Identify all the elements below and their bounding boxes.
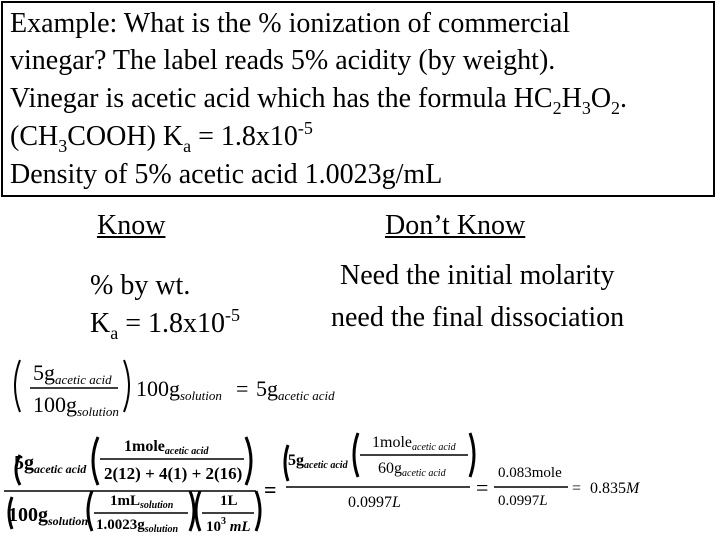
equation-1	[0, 350, 380, 422]
problem-line-2: vinegar? The label reads 5% acidity (by weight).	[10, 45, 556, 76]
eq2-mid-mass: 5gacetic acid	[288, 452, 348, 471]
eq1-result: 5gacetic acid	[256, 376, 335, 403]
ka-exponent: -5	[297, 118, 313, 138]
know-item-ka	[90, 305, 241, 343]
eq2-liter: 1L	[220, 493, 238, 509]
eq2-mass-denominator: $100g_{solution}$	[8, 504, 89, 528]
formula-subscript: 3	[58, 136, 68, 156]
formula-text: (CH	[10, 121, 59, 152]
right-paren	[470, 433, 474, 477]
left-paren	[15, 360, 20, 412]
eq2-equals-2: =	[476, 475, 489, 500]
eq2-equals-1: =	[264, 477, 277, 502]
formula-text: O	[590, 83, 612, 114]
left-paren	[196, 491, 200, 531]
eq2-volume-numerator: $1mL_{solution}$	[110, 493, 174, 511]
ka-value: = 1.8x10	[191, 121, 298, 152]
right-paren	[256, 491, 260, 531]
eq2-molar-mass: 2(12) + 4(1) + 2(16)	[104, 464, 243, 483]
eq2-equals-3: =	[572, 480, 582, 497]
eq2-milliliter: $10^3$ mL	[206, 516, 251, 535]
ka-subscript: a	[183, 136, 192, 156]
eq2-mole-numerator: 1moleacetic acid	[124, 438, 209, 457]
formula-subscript: 3	[581, 98, 591, 118]
formula-text: .	[620, 83, 628, 114]
eq1-numerator: 5gacetic acid	[33, 360, 112, 387]
left-paren	[88, 491, 92, 531]
right-paren	[124, 360, 129, 412]
problem-line-3	[10, 82, 627, 116]
left-paren	[93, 437, 98, 485]
ka-exponent: -5	[225, 305, 241, 325]
equation-2	[0, 425, 720, 540]
problem-line-4	[10, 120, 313, 154]
formula-text: COOH) K	[67, 121, 184, 152]
right-paren	[246, 437, 251, 485]
right-paren	[190, 491, 194, 531]
eq2-volume: 0.0997L	[498, 493, 548, 509]
eq2-mid-molar-mass: 60gacetic acid	[378, 460, 446, 479]
eq2-mid-volume: 0.0997L	[348, 494, 401, 511]
eq1-multiplier: 100gsolution	[136, 376, 222, 403]
know-heading-text: Know	[97, 210, 166, 241]
formula-text: H	[561, 83, 582, 114]
problem-line-5: Density of 5% acetic acid 1.0023g/mL	[10, 159, 443, 190]
formula-text: Vinegar is acetic acid which has the formula HC	[10, 83, 553, 114]
left-paren	[354, 433, 358, 477]
eq2-mid-mole: 1moleacetic acid	[372, 434, 456, 453]
eq1-equals: =	[236, 376, 249, 401]
know-heading	[97, 210, 355, 242]
problem-line-1: Example: What is the % ionization of commercial	[10, 8, 571, 39]
know-item-percent: % by wt.	[90, 270, 191, 301]
formula-subscript: 2	[552, 98, 562, 118]
eq2-result: 0.835M	[590, 480, 640, 497]
ka-subscript: a	[110, 323, 119, 343]
dont-know-item-dissociation: need the final dissociation	[331, 302, 625, 333]
dont-know-heading: Don’t Know	[385, 210, 526, 241]
problem-box	[1, 1, 715, 197]
formula-subscript: 2	[611, 98, 621, 118]
ka-value: = 1.8x10	[118, 308, 226, 339]
eq2-mass-numerator: $5g_{acetic acid}$	[14, 452, 87, 476]
eq2-moles: 0.083mole	[498, 465, 562, 481]
ka-symbol: K	[90, 308, 111, 339]
eq1-denominator: 100gsolution	[33, 392, 119, 419]
dont-know-item-molarity: Need the initial molarity	[340, 260, 615, 291]
eq2-density: $1.0023g_{solution}$	[96, 517, 179, 535]
